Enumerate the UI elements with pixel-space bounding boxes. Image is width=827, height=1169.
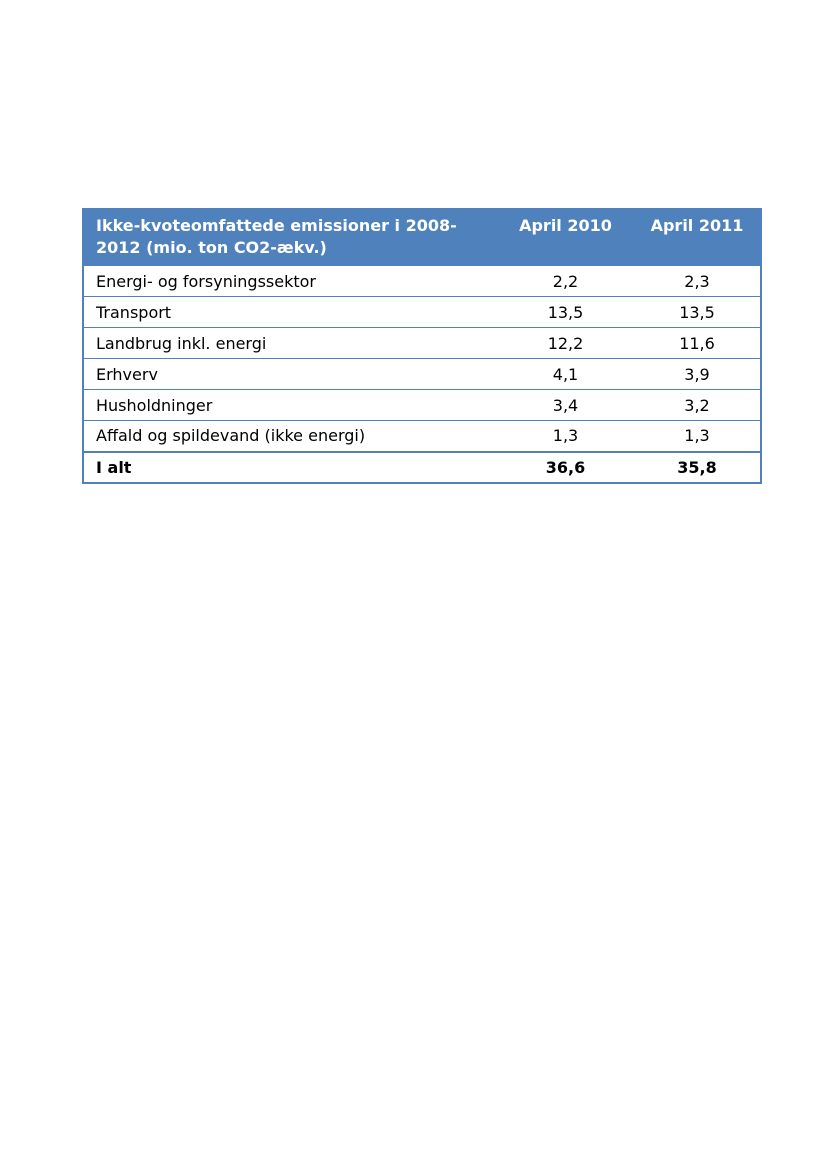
row-value-2011: 3,2 [634, 390, 761, 421]
table-row [83, 421, 761, 452]
table-body [83, 266, 761, 483]
header-row [83, 209, 761, 266]
table-row [83, 266, 761, 297]
table-row [83, 328, 761, 359]
emissions-table [82, 208, 762, 484]
row-label: Energi- og forsyningssektor [83, 266, 497, 297]
row-value-2011: 13,5 [634, 297, 761, 328]
table-row [83, 297, 761, 328]
total-row [83, 452, 761, 483]
row-label: Affald og spildevand (ikke energi) [83, 421, 497, 452]
row-label: Landbrug inkl. energi [83, 328, 497, 359]
row-value-2010: 13,5 [497, 297, 634, 328]
header-april-2010: April 2010 [497, 209, 634, 266]
table-header [83, 209, 761, 266]
total-value-2011: 35,8 [634, 452, 761, 483]
row-value-2010: 3,4 [497, 390, 634, 421]
row-value-2010: 4,1 [497, 359, 634, 390]
row-value-2010: 2,2 [497, 266, 634, 297]
table-row [83, 359, 761, 390]
row-value-2011: 2,3 [634, 266, 761, 297]
row-label: Husholdninger [83, 390, 497, 421]
total-label: I alt [83, 452, 497, 483]
row-label: Erhverv [83, 359, 497, 390]
header-april-2011: April 2011 [634, 209, 761, 266]
row-value-2011: 3,9 [634, 359, 761, 390]
row-value-2010: 1,3 [497, 421, 634, 452]
table-row [83, 390, 761, 421]
row-label: Transport [83, 297, 497, 328]
total-value-2010: 36,6 [497, 452, 634, 483]
row-value-2011: 1,3 [634, 421, 761, 452]
row-value-2010: 12,2 [497, 328, 634, 359]
header-category: Ikke-kvoteomfattede emissioner i 2008-2012 (mio. ton CO2-ækv.) [83, 209, 497, 266]
row-value-2011: 11,6 [634, 328, 761, 359]
